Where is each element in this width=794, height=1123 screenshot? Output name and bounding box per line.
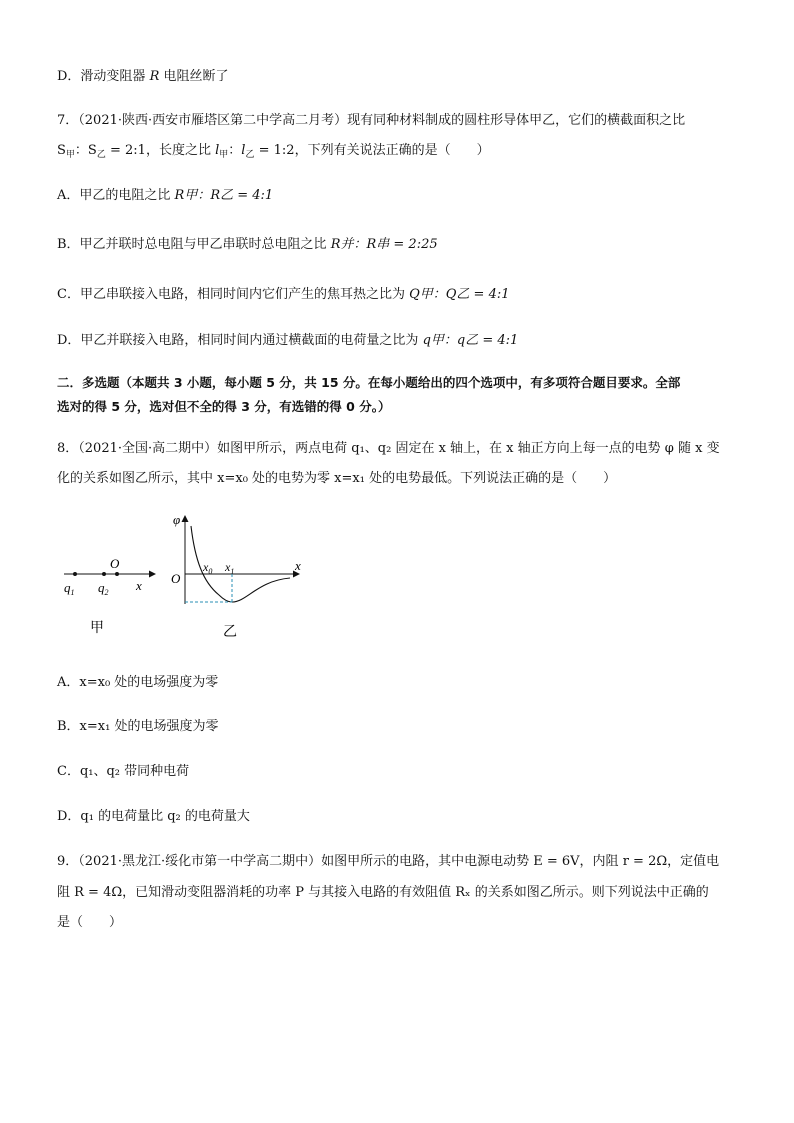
jia-q1-label: $q_1$ (64, 580, 75, 597)
jia-origin-dot (115, 572, 119, 576)
jia-caption: 甲 (90, 621, 104, 636)
yi-x-label: x (295, 558, 301, 573)
jia-q1-dot (73, 572, 77, 576)
q7-l: l (215, 143, 220, 158)
q8-option-c: C．q₁、q₂ 带同种电荷 (57, 764, 190, 779)
jia-x-label: x (136, 578, 142, 593)
yi-x0-label: $x_0$ (203, 560, 213, 576)
q7-s2: ：S (74, 143, 97, 158)
q7-option-d-math: q甲：q乙 = 4:1 (422, 333, 519, 348)
yi-phi-label: φ (173, 512, 181, 527)
q8-figure-svg (57, 510, 317, 645)
q9-stem-line1: 9．（2021·黑龙江·绥化市第一中学高二期中）如图甲所示的电路，其中电源电动势 E = 6V，内阻 r = 2Ω，定值电 (57, 854, 720, 869)
q7-length-ratio: = 1:2 (254, 143, 295, 158)
q7-option-a-math: R甲：R乙 = 4:1 (174, 188, 274, 203)
q7-option-a-text: A．甲乙的电阻之比 (57, 188, 175, 203)
q7-stem-line1: 7．（2021·陕西·西安市雁塔区第二中学高二月考）现有同种材料制成的圆柱形导体甲乙，它们的横截面积之比 (57, 113, 686, 128)
q7-area-ratio: = 2:1 (105, 143, 146, 158)
q7-question: ，下列有关说法正确的是（ ） (294, 143, 490, 158)
section-header-line1: 二．多选题（本题共 3 小题，每小题 5 分，共 15 分。在每小题给出的四个选项中，有多项符合题目要求。全部 (57, 375, 681, 390)
jia-q2-dot (102, 572, 106, 576)
q9-stem-line3: 是（ ） (57, 915, 123, 930)
q7-l2: l (241, 143, 246, 158)
jia-axis-arrow (149, 571, 156, 578)
q8-figure (57, 510, 317, 645)
q7-option-a (57, 187, 273, 205)
q7-option-b-text: B．甲乙并联时总电阻与甲乙串联时总电阻之比 (57, 237, 331, 252)
q7-option-b-math: R并：R串 = 2:25 (330, 237, 438, 252)
q6-option-d-tail: 电阻丝断了 (159, 69, 229, 84)
q8-option-d: D．q₁ 的电荷量比 q₂ 的电荷量大 (57, 809, 250, 824)
q8-option-b: B．x=x₁ 处的电场强度为零 (57, 719, 219, 734)
jia-q2-label: $q_2$ (98, 580, 109, 597)
q7-s-sub-yi: 乙 (96, 150, 106, 160)
q8-option-a: A．x=x₀ 处的电场强度为零 (57, 675, 219, 690)
q7-option-c-math: Q甲：Q乙 = 4:1 (409, 287, 510, 302)
q7-option-d (57, 332, 518, 350)
q6-option-d-var: R (149, 69, 160, 84)
yi-x1-label: $x_1$ (225, 560, 235, 576)
q7-s-sub-jia: 甲 (65, 150, 75, 160)
q7-length-text: ，长度之比 (145, 143, 216, 158)
q7-l-sub-yi: 乙 (245, 150, 255, 160)
q7-stem-line2 (57, 142, 490, 160)
q7-option-d-text: D．甲乙并联接入电路，相同时间内通过横截面的电荷量之比为 (57, 333, 423, 348)
yi-phi-arrow (182, 515, 189, 522)
section-header-line2: 选对的得 5 分，选对但不全的得 3 分，有选错的得 0 分。） (57, 399, 391, 414)
q7-colon: ： (228, 143, 242, 158)
q9-stem-line2: 阻 R = 4Ω，已知滑动变阻器消耗的功率 P 与其接入电路的有效阻值 Rₓ 的关系如图乙所示。则下列说法中正确的 (57, 885, 709, 900)
jia-origin-label: O (110, 556, 120, 571)
q7-option-b (57, 236, 438, 254)
yi-origin-label: O (171, 571, 181, 586)
yi-caption: 乙 (223, 625, 237, 640)
q6-option-d (57, 68, 229, 86)
q7-l-sub-jia: 甲 (219, 150, 229, 160)
q7-option-c-text: C．甲乙串联接入电路，相同时间内它们产生的焦耳热之比为 (57, 287, 410, 302)
q8-stem-line2: 化的关系如图乙所示，其中 x=x₀ 处的电势为零 x=x₁ 处的电势最低。下列说法正确的是（ ） (57, 471, 617, 486)
q8-stem-line1: 8．（2021·全国·高二期中）如图甲所示，两点电荷 q₁、q₂ 固定在 x 轴上，在 x 轴正方向上每一点的电势 φ 随 x 变 (57, 441, 720, 456)
q6-option-d-text: D．滑动变阻器 (57, 69, 150, 84)
q7-option-c (57, 286, 510, 304)
q7-s: S (57, 143, 66, 158)
